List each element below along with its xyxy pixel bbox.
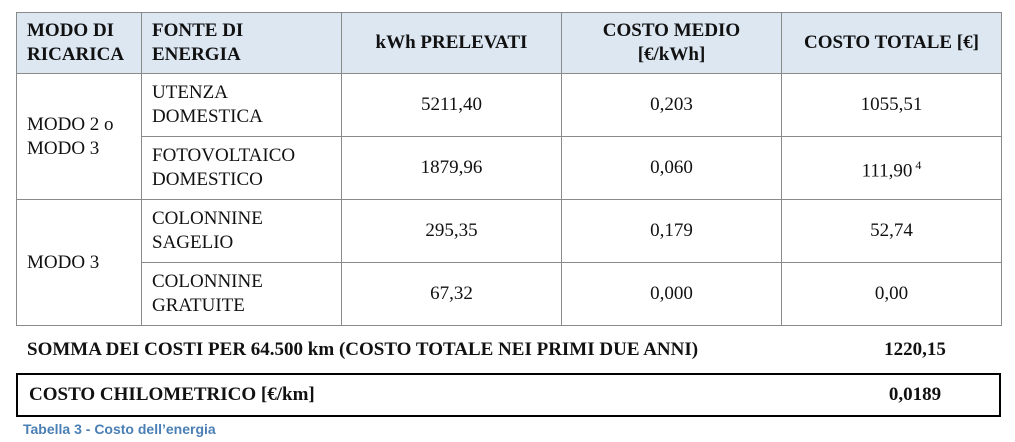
total-cost-cell bbox=[782, 137, 1002, 200]
summary-value: 1220,15 bbox=[884, 339, 946, 360]
header-total-cost: COSTO TOTALE [€] bbox=[782, 13, 1002, 74]
avg-cost-cell: 0,203 bbox=[562, 74, 782, 137]
avg-cost-cell: 0,000 bbox=[562, 263, 782, 326]
table-header-row bbox=[17, 13, 1002, 74]
header-mode: MODO DI RICARICA bbox=[17, 13, 142, 74]
table-row bbox=[17, 200, 1002, 263]
per-km-cost-value: 0,0189 bbox=[888, 384, 942, 405]
kwh-cell: 5211,40 bbox=[342, 74, 562, 137]
kwh-cell: 67,32 bbox=[342, 263, 562, 326]
header-kwh: kWh PRELEVATI bbox=[342, 13, 562, 74]
source-cell: COLONNINE GRATUITE bbox=[142, 263, 342, 326]
header-avg-cost: COSTO MEDIO [€/kWh] bbox=[562, 13, 782, 74]
source-cell: UTENZA DOMESTICA bbox=[142, 74, 342, 137]
table-row bbox=[17, 263, 1002, 326]
table-row bbox=[17, 137, 1002, 200]
mode-cell: MODO 2 o MODO 3 bbox=[17, 74, 142, 200]
total-cost-cell: 1055,51 bbox=[782, 74, 1002, 137]
summary-label: SOMMA DEI COSTI PER 64.500 km (COSTO TOTALE NEI PRIMI DUE ANNI) bbox=[27, 339, 699, 360]
total-cost-cell: 0,00 bbox=[782, 263, 1002, 326]
per-km-cost-row bbox=[16, 373, 1001, 417]
kwh-cell: 1879,96 bbox=[342, 137, 562, 200]
table-caption: Tabella 3 - Costo dell’energia bbox=[23, 421, 216, 437]
avg-cost-cell: 0,060 bbox=[562, 137, 782, 200]
summary-row bbox=[16, 328, 1001, 372]
total-cost-value: 111,90 bbox=[861, 160, 913, 182]
kwh-cell: 295,35 bbox=[342, 200, 562, 263]
header-source: FONTE DI ENERGIA bbox=[142, 13, 342, 74]
energy-cost-table bbox=[16, 12, 1002, 326]
per-km-cost-label: COSTO CHILOMETRICO [€/km] bbox=[29, 384, 315, 405]
table-row bbox=[17, 74, 1002, 137]
source-cell: COLONNINE SAGELIO bbox=[142, 200, 342, 263]
mode-cell: MODO 3 bbox=[17, 200, 142, 326]
avg-cost-cell: 0,179 bbox=[562, 200, 782, 263]
source-cell: FOTOVOLTAICO DOMESTICO bbox=[142, 137, 342, 200]
footnote-marker[interactable]: 4 bbox=[915, 157, 922, 172]
total-cost-cell: 52,74 bbox=[782, 200, 1002, 263]
